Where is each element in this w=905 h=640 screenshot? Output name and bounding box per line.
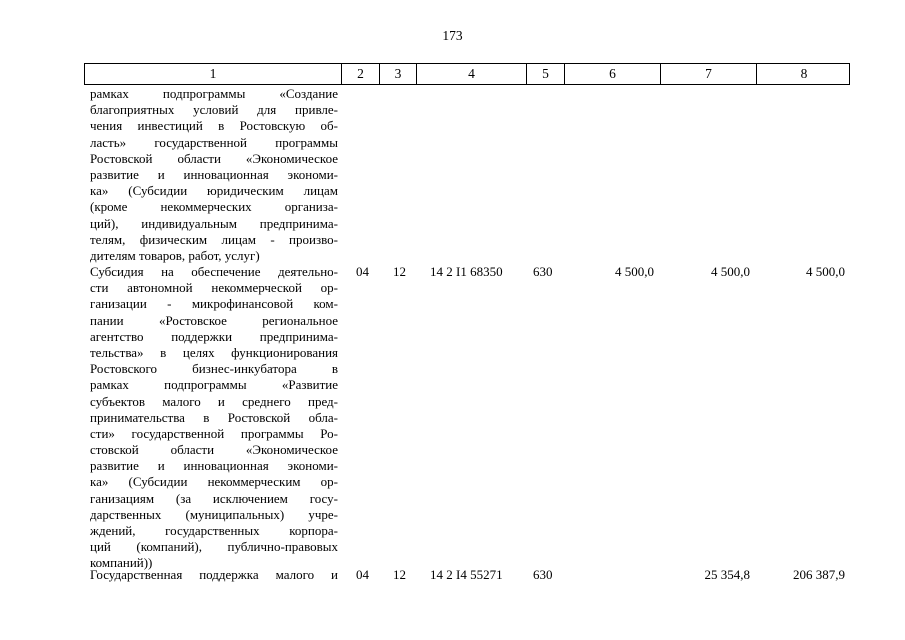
row-description — [90, 264, 338, 572]
description-line: компаний)) — [90, 555, 153, 571]
header-cell-1: 1 — [209, 66, 217, 81]
description-line: ганизации - микрофинансовой ком- — [90, 296, 338, 312]
header-cell-7: 7 — [660, 64, 756, 84]
cell-subsection: 12 — [393, 567, 406, 582]
description-line: ганизациям (за исключением госу- — [90, 490, 338, 506]
description-line: дарственных (муниципальных) учре- — [90, 506, 338, 522]
description-line: развитие и инновационная экономи- — [90, 166, 338, 182]
cell-target-article: 14 2 I1 68350 — [430, 264, 503, 279]
description-line: Субсидия на обеспечение деятельно- — [90, 264, 338, 279]
page-number: 173 — [442, 28, 463, 43]
cell-subsection: 12 — [393, 264, 406, 279]
description-line: тельства» в целях функционирования — [90, 344, 338, 360]
description-line: ка» (Субсидии некоммерческим ор- — [90, 474, 338, 490]
description-line: принимательства в Ростовской обла- — [90, 409, 338, 425]
description-line: ка» (Субсидии юридическим лицам — [90, 183, 338, 199]
header-cell-6: 6 — [564, 64, 660, 84]
description-line: сти автономной некоммерческой ор- — [90, 280, 338, 296]
description-line: развитие и инновационная экономи- — [90, 458, 338, 474]
description-line: благоприятных условий для привле- — [90, 102, 338, 118]
cell-section: 04 — [356, 264, 369, 279]
header-cell-4: 4 — [416, 64, 526, 84]
header-cell-3: 3 — [379, 64, 416, 84]
header-cell-8: 8 — [756, 64, 851, 84]
description-line: Государственная поддержка малого и — [90, 567, 338, 582]
description-line: ций), индивидуальным предпринима- — [90, 215, 338, 231]
cell-target-article: 14 2 I4 55271 — [430, 567, 503, 582]
description-line: рамках подпрограммы «Развитие — [90, 377, 338, 393]
description-line: ждений, государственных корпора- — [90, 523, 338, 538]
cell-amount-col6: 4 500,0 — [615, 264, 654, 279]
cell-section: 04 — [356, 567, 369, 582]
cell-expense-type: 630 — [533, 264, 553, 279]
cell-amount-col8: 4 500,0 — [806, 264, 845, 279]
description-line: рамках подпрограммы «Создание — [90, 86, 338, 101]
description-line: пании «Ростовское региональное — [90, 312, 338, 328]
description-line: ласть» государственной программы — [90, 134, 338, 150]
description-line: Ростовской области «Экономическое — [90, 150, 338, 166]
row-description — [90, 567, 338, 583]
cell-amount-col8: 206 387,9 — [793, 567, 845, 582]
description-line: агентство поддержки предпринима- — [90, 328, 338, 344]
description-line: субъектов малого и среднего пред- — [90, 393, 338, 409]
description-line: чения инвестиций в Ростовскую об- — [90, 118, 338, 134]
table-header-row — [84, 63, 850, 85]
description-line: сти» государственной программы Ро- — [90, 425, 338, 441]
row-description — [90, 86, 338, 264]
description-line: (кроме некоммерческих организа- — [90, 199, 338, 215]
cell-amount-col7: 25 354,8 — [704, 567, 750, 582]
cell-expense-type: 630 — [533, 567, 553, 582]
description-line: ций (компаний), публично-правовых — [90, 539, 338, 555]
description-line: дителям товаров, работ, услуг) — [90, 247, 260, 263]
cell-amount-col7: 4 500,0 — [711, 264, 750, 279]
header-cell-5: 5 — [526, 64, 564, 84]
description-line: Ростовского бизнес-инкубатора в — [90, 361, 338, 377]
description-line: стовской области «Экономическое — [90, 442, 338, 458]
description-line: телям, физическим лицам - произво- — [90, 231, 338, 247]
header-cell-2: 2 — [341, 64, 379, 84]
